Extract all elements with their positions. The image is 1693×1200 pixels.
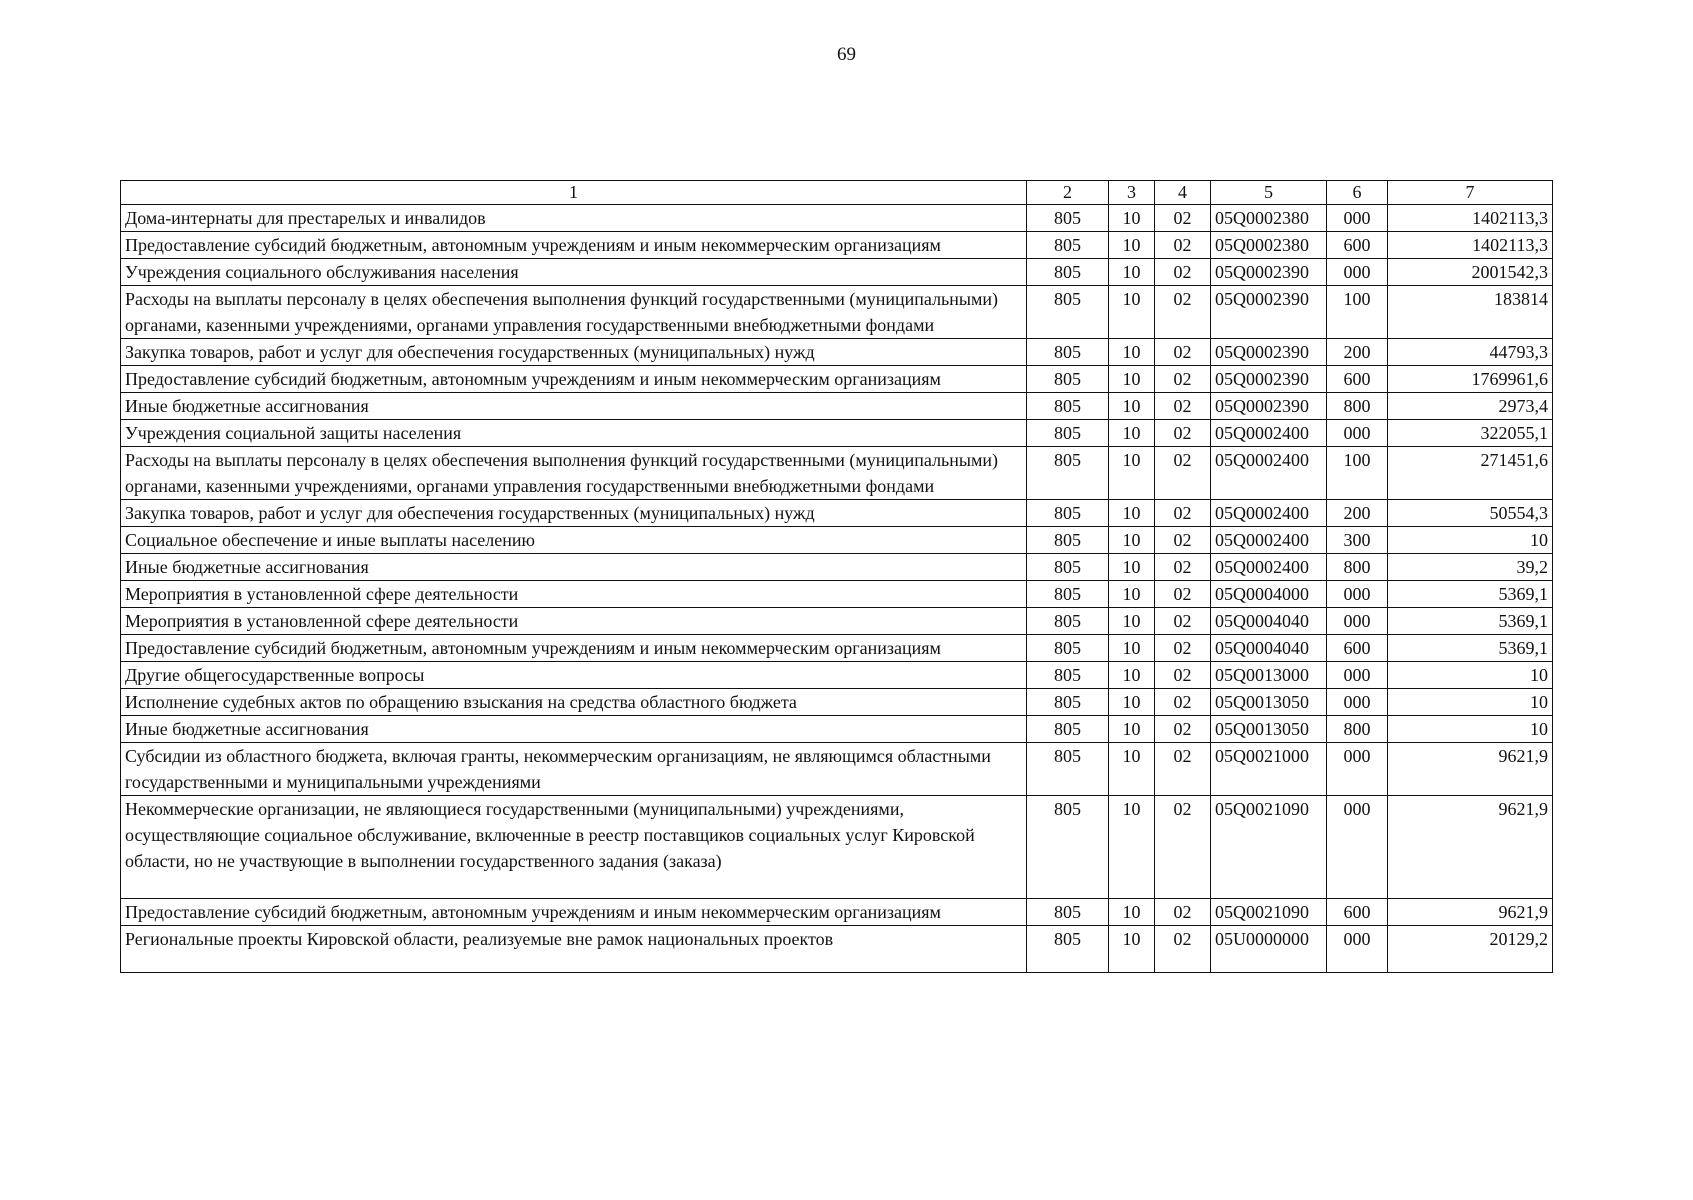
cell-col-6: 300 [1327, 527, 1388, 554]
row-name: Закупка товаров, работ и услуг для обеспечения государственных (муниципальных) нужд [121, 339, 1027, 366]
cell-col-6: 100 [1327, 447, 1388, 500]
cell-col-6: 000 [1327, 205, 1388, 232]
cell-col-2: 805 [1027, 899, 1109, 926]
cell-col-5: 05Q0021090 [1211, 899, 1327, 926]
cell-col-7: 1769961,6 [1388, 366, 1553, 393]
cell-col-3: 10 [1109, 635, 1155, 662]
table-row [121, 608, 1553, 635]
cell-col-7: 39,2 [1388, 554, 1553, 581]
cell-col-4: 02 [1155, 339, 1211, 366]
cell-col-4: 02 [1155, 662, 1211, 689]
cell-col-7: 5369,1 [1388, 581, 1553, 608]
cell-col-7: 10 [1388, 527, 1553, 554]
table-row [121, 662, 1553, 689]
cell-col-4: 02 [1155, 393, 1211, 420]
table-row [121, 286, 1553, 339]
cell-col-2: 805 [1027, 339, 1109, 366]
cell-col-4: 02 [1155, 366, 1211, 393]
row-name: Иные бюджетные ассигнования [121, 393, 1027, 420]
column-header: 3 [1109, 181, 1155, 205]
row-name: Мероприятия в установленной сфере деятельности [121, 581, 1027, 608]
cell-col-2: 805 [1027, 393, 1109, 420]
table-row [121, 635, 1553, 662]
table-row [121, 554, 1553, 581]
cell-col-3: 10 [1109, 716, 1155, 743]
table-row [121, 926, 1553, 973]
cell-col-2: 805 [1027, 259, 1109, 286]
cell-col-7: 5369,1 [1388, 635, 1553, 662]
cell-col-6: 000 [1327, 689, 1388, 716]
cell-col-4: 02 [1155, 635, 1211, 662]
cell-col-6: 800 [1327, 554, 1388, 581]
row-name: Мероприятия в установленной сфере деятельности [121, 608, 1027, 635]
cell-col-3: 10 [1109, 796, 1155, 899]
column-header: 2 [1027, 181, 1109, 205]
cell-col-2: 805 [1027, 926, 1109, 973]
cell-col-5: 05Q0002390 [1211, 286, 1327, 339]
cell-col-3: 10 [1109, 899, 1155, 926]
cell-col-4: 02 [1155, 500, 1211, 527]
cell-col-4: 02 [1155, 743, 1211, 796]
table-row [121, 899, 1553, 926]
cell-col-3: 10 [1109, 527, 1155, 554]
table-row [121, 796, 1553, 899]
cell-col-7: 322055,1 [1388, 420, 1553, 447]
cell-col-5: 05Q0021090 [1211, 796, 1327, 899]
cell-col-4: 02 [1155, 716, 1211, 743]
table-row [121, 743, 1553, 796]
cell-col-4: 02 [1155, 926, 1211, 973]
row-name: Расходы на выплаты персоналу в целях обеспечения выполнения функций государственными (муниципальными) органами, казенными учреждениями, органами управления государственными внебюджетными фондами [121, 286, 1027, 339]
cell-col-6: 800 [1327, 393, 1388, 420]
cell-col-3: 10 [1109, 500, 1155, 527]
cell-col-6: 200 [1327, 339, 1388, 366]
cell-col-6: 000 [1327, 796, 1388, 899]
cell-col-3: 10 [1109, 447, 1155, 500]
cell-col-2: 805 [1027, 500, 1109, 527]
cell-col-4: 02 [1155, 205, 1211, 232]
cell-col-2: 805 [1027, 581, 1109, 608]
cell-col-2: 805 [1027, 689, 1109, 716]
cell-col-2: 805 [1027, 796, 1109, 899]
table-row [121, 689, 1553, 716]
cell-col-5: 05Q0002400 [1211, 447, 1327, 500]
cell-col-3: 10 [1109, 608, 1155, 635]
row-name: Иные бюджетные ассигнования [121, 554, 1027, 581]
cell-col-2: 805 [1027, 447, 1109, 500]
page-number: 69 [837, 44, 856, 65]
cell-col-5: 05Q0002400 [1211, 500, 1327, 527]
cell-col-2: 805 [1027, 716, 1109, 743]
cell-col-4: 02 [1155, 899, 1211, 926]
cell-col-5: 05Q0004040 [1211, 635, 1327, 662]
cell-col-7: 50554,3 [1388, 500, 1553, 527]
cell-col-5: 05Q0013050 [1211, 716, 1327, 743]
cell-col-3: 10 [1109, 366, 1155, 393]
cell-col-7: 9621,9 [1388, 743, 1553, 796]
cell-col-3: 10 [1109, 926, 1155, 973]
cell-col-5: 05Q0002380 [1211, 205, 1327, 232]
cell-col-7: 9621,9 [1388, 796, 1553, 899]
row-name: Исполнение судебных актов по обращению взыскания на средства областного бюджета [121, 689, 1027, 716]
cell-col-3: 10 [1109, 420, 1155, 447]
cell-col-7: 1402113,3 [1388, 205, 1553, 232]
cell-col-5: 05Q0002390 [1211, 393, 1327, 420]
cell-col-4: 02 [1155, 447, 1211, 500]
row-name: Социальное обеспечение и иные выплаты населению [121, 527, 1027, 554]
row-name: Субсидии из областного бюджета, включая гранты, некоммерческим организациям, не являющимся областными государственными и муниципальными учреждениями [121, 743, 1027, 796]
cell-col-3: 10 [1109, 393, 1155, 420]
budget-table [120, 180, 1553, 973]
cell-col-2: 805 [1027, 608, 1109, 635]
row-name: Закупка товаров, работ и услуг для обеспечения государственных (муниципальных) нужд [121, 500, 1027, 527]
column-header: 5 [1211, 181, 1327, 205]
table-row [121, 500, 1553, 527]
cell-col-2: 805 [1027, 635, 1109, 662]
cell-col-6: 200 [1327, 500, 1388, 527]
table-row [121, 393, 1553, 420]
cell-col-4: 02 [1155, 420, 1211, 447]
cell-col-7: 10 [1388, 689, 1553, 716]
cell-col-6: 000 [1327, 259, 1388, 286]
table-row [121, 527, 1553, 554]
cell-col-3: 10 [1109, 339, 1155, 366]
column-header: 1 [121, 181, 1027, 205]
cell-col-4: 02 [1155, 286, 1211, 339]
cell-col-6: 600 [1327, 899, 1388, 926]
cell-col-2: 805 [1027, 420, 1109, 447]
row-name: Другие общегосударственные вопросы [121, 662, 1027, 689]
cell-col-4: 02 [1155, 232, 1211, 259]
row-name: Учреждения социального обслуживания населения [121, 259, 1027, 286]
cell-col-3: 10 [1109, 581, 1155, 608]
table-row [121, 716, 1553, 743]
cell-col-3: 10 [1109, 689, 1155, 716]
cell-col-2: 805 [1027, 662, 1109, 689]
cell-col-5: 05Q0002390 [1211, 339, 1327, 366]
cell-col-2: 805 [1027, 743, 1109, 796]
cell-col-6: 600 [1327, 366, 1388, 393]
row-name: Предоставление субсидий бюджетным, автономным учреждениям и иным некоммерческим организациям [121, 635, 1027, 662]
cell-col-5: 05Q0004000 [1211, 581, 1327, 608]
cell-col-7: 2001542,3 [1388, 259, 1553, 286]
cell-col-4: 02 [1155, 608, 1211, 635]
cell-col-4: 02 [1155, 554, 1211, 581]
cell-col-3: 10 [1109, 662, 1155, 689]
row-name: Предоставление субсидий бюджетным, автономным учреждениям и иным некоммерческим организациям [121, 232, 1027, 259]
column-header: 7 [1388, 181, 1553, 205]
table-row [121, 259, 1553, 286]
table-row [121, 581, 1553, 608]
cell-col-7: 271451,6 [1388, 447, 1553, 500]
row-name: Дома-интернаты для престарелых и инвалидов [121, 205, 1027, 232]
cell-col-5: 05Q0021000 [1211, 743, 1327, 796]
cell-col-5: 05Q0002400 [1211, 420, 1327, 447]
cell-col-7: 1402113,3 [1388, 232, 1553, 259]
cell-col-7: 2973,4 [1388, 393, 1553, 420]
cell-col-3: 10 [1109, 286, 1155, 339]
row-name: Иные бюджетные ассигнования [121, 716, 1027, 743]
cell-col-5: 05Q0002380 [1211, 232, 1327, 259]
row-name: Предоставление субсидий бюджетным, автономным учреждениям и иным некоммерческим организациям [121, 366, 1027, 393]
cell-col-2: 805 [1027, 205, 1109, 232]
cell-col-7: 183814 [1388, 286, 1553, 339]
cell-col-5: 05Q0002390 [1211, 366, 1327, 393]
table-row [121, 232, 1553, 259]
cell-col-6: 000 [1327, 926, 1388, 973]
cell-col-2: 805 [1027, 232, 1109, 259]
cell-col-5: 05Q0004040 [1211, 608, 1327, 635]
row-name: Учреждения социальной защиты населения [121, 420, 1027, 447]
cell-col-6: 000 [1327, 420, 1388, 447]
cell-col-3: 10 [1109, 259, 1155, 286]
cell-col-4: 02 [1155, 259, 1211, 286]
cell-col-2: 805 [1027, 527, 1109, 554]
cell-col-7: 20129,2 [1388, 926, 1553, 973]
cell-col-6: 100 [1327, 286, 1388, 339]
column-header: 6 [1327, 181, 1388, 205]
cell-col-7: 9621,9 [1388, 899, 1553, 926]
cell-col-7: 10 [1388, 662, 1553, 689]
cell-col-7: 5369,1 [1388, 608, 1553, 635]
cell-col-5: 05Q0013050 [1211, 689, 1327, 716]
cell-col-6: 000 [1327, 581, 1388, 608]
table-row [121, 447, 1553, 500]
row-name: Некоммерческие организации, не являющиеся государственными (муниципальными) учреждениями, осуществляющие социальное обслуживание, включенные в реестр поставщиков социальных услуг Кировской области, но не участвующие в выполнении государственного задания (заказа) [121, 796, 1027, 899]
cell-col-6: 000 [1327, 662, 1388, 689]
cell-col-6: 000 [1327, 608, 1388, 635]
cell-col-5: 05Q0002400 [1211, 554, 1327, 581]
table-row [121, 339, 1553, 366]
table-row [121, 420, 1553, 447]
cell-col-2: 805 [1027, 286, 1109, 339]
row-name: Региональные проекты Кировской области, реализуемые вне рамок национальных проектов [121, 926, 1027, 973]
cell-col-6: 000 [1327, 743, 1388, 796]
cell-col-4: 02 [1155, 581, 1211, 608]
cell-col-3: 10 [1109, 205, 1155, 232]
cell-col-3: 10 [1109, 232, 1155, 259]
cell-col-2: 805 [1027, 554, 1109, 581]
cell-col-4: 02 [1155, 527, 1211, 554]
cell-col-5: 05Q0002390 [1211, 259, 1327, 286]
cell-col-5: 05Q0002400 [1211, 527, 1327, 554]
cell-col-5: 05U0000000 [1211, 926, 1327, 973]
cell-col-6: 600 [1327, 232, 1388, 259]
table-row [121, 366, 1553, 393]
header-row [121, 181, 1553, 205]
column-header: 4 [1155, 181, 1211, 205]
cell-col-6: 600 [1327, 635, 1388, 662]
table-row [121, 205, 1553, 232]
cell-col-5: 05Q0013000 [1211, 662, 1327, 689]
cell-col-4: 02 [1155, 689, 1211, 716]
cell-col-4: 02 [1155, 796, 1211, 899]
row-name: Расходы на выплаты персоналу в целях обеспечения выполнения функций государственными (муниципальными) органами, казенными учреждениями, органами управления государственными внебюджетными фондами [121, 447, 1027, 500]
cell-col-7: 44793,3 [1388, 339, 1553, 366]
row-name: Предоставление субсидий бюджетным, автономным учреждениям и иным некоммерческим организациям [121, 899, 1027, 926]
cell-col-7: 10 [1388, 716, 1553, 743]
cell-col-6: 800 [1327, 716, 1388, 743]
cell-col-3: 10 [1109, 554, 1155, 581]
cell-col-3: 10 [1109, 743, 1155, 796]
cell-col-2: 805 [1027, 366, 1109, 393]
